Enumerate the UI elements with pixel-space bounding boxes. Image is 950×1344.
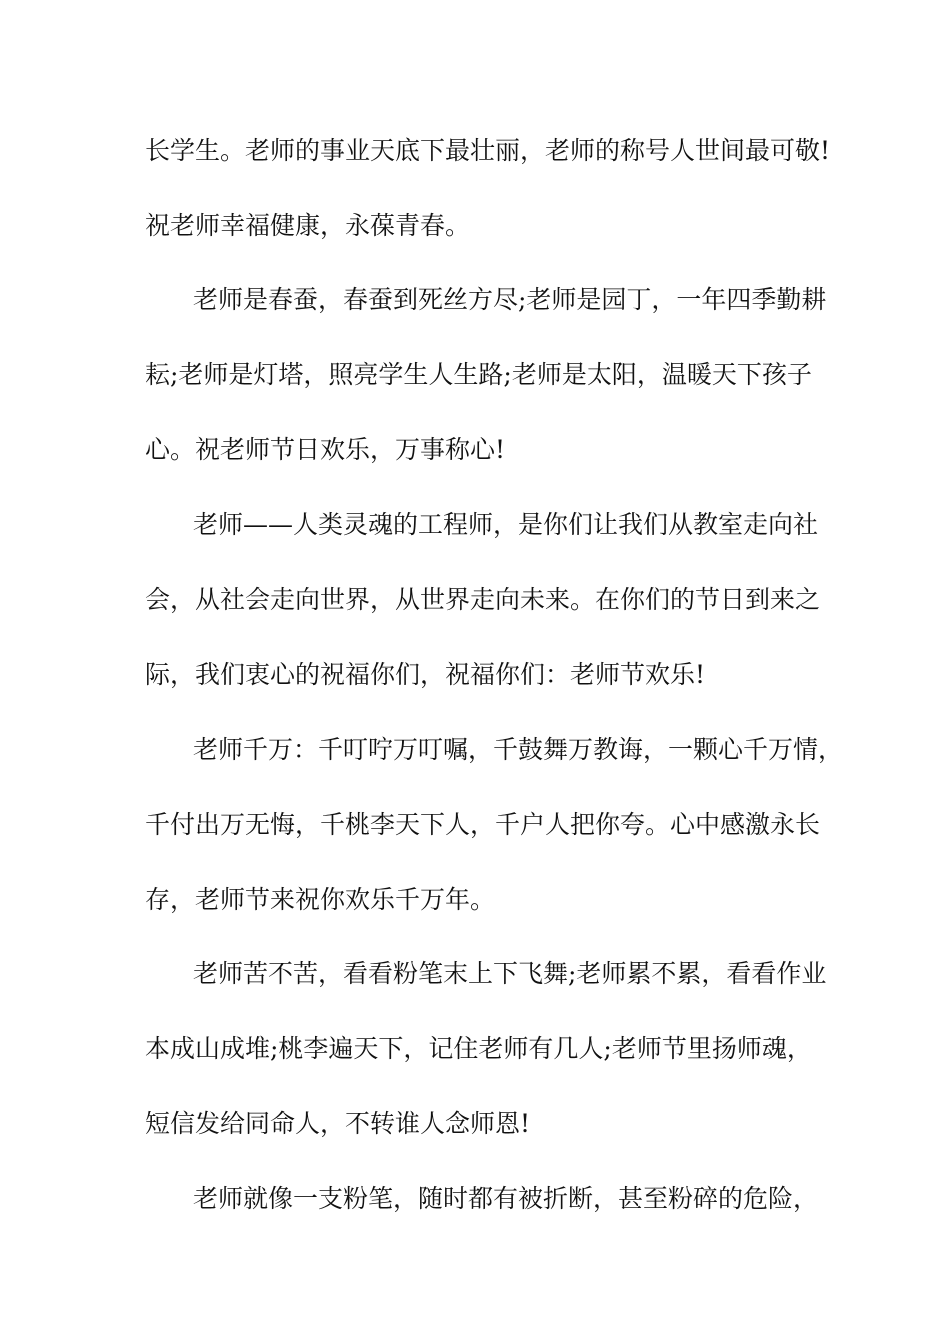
text-line: 千付出万无悔，千桃李天下人，千户人把你夸。心中感激永长 [145,810,821,839]
paragraph-first-line: 老师苦不苦，看看粉笔末上下飞舞;老师累不累，看看作业 [193,959,827,988]
paragraph-first-line: 老师千万：千叮咛万叮嘱，千鼓舞万教诲，一颗心千万情， [193,735,844,764]
text-line: 长学生。老师的事业天底下最壮丽，老师的称号人世间最可敬! [145,136,831,165]
paragraph-first-line: 老师就像一支粉笔，随时都有被折断，甚至粉碎的危险， [193,1184,819,1213]
text-line: 心。祝老师节日欢乐，万事称心! [145,435,506,464]
text-line: 耘;老师是灯塔，照亮学生人生路;老师是太阳，温暖天下孩子 [145,360,812,389]
text-line: 存，老师节来祝你欢乐千万年。 [145,885,496,914]
paragraph-first-line: 老师是春蚕，春蚕到死丝方尽;老师是园丁，一年四季勤耕 [193,285,827,314]
text-line: 际，我们衷心的祝福你们，祝福你们：老师节欢乐! [145,660,706,689]
text-line: 祝老师幸福健康，永葆青春。 [145,211,471,240]
text-line: 会，从社会走向世界，从世界走向未来。在你们的节日到来之 [145,585,821,614]
text-line: 短信发给同命人，不转谁人念师恩! [145,1109,531,1138]
paragraph-first-line: 老师——人类灵魂的工程师，是你们让我们从教室走向社 [193,510,819,539]
text-line: 本成山成堆;桃李遍天下，记住老师有几人;老师节里扬师魂， [145,1034,812,1063]
